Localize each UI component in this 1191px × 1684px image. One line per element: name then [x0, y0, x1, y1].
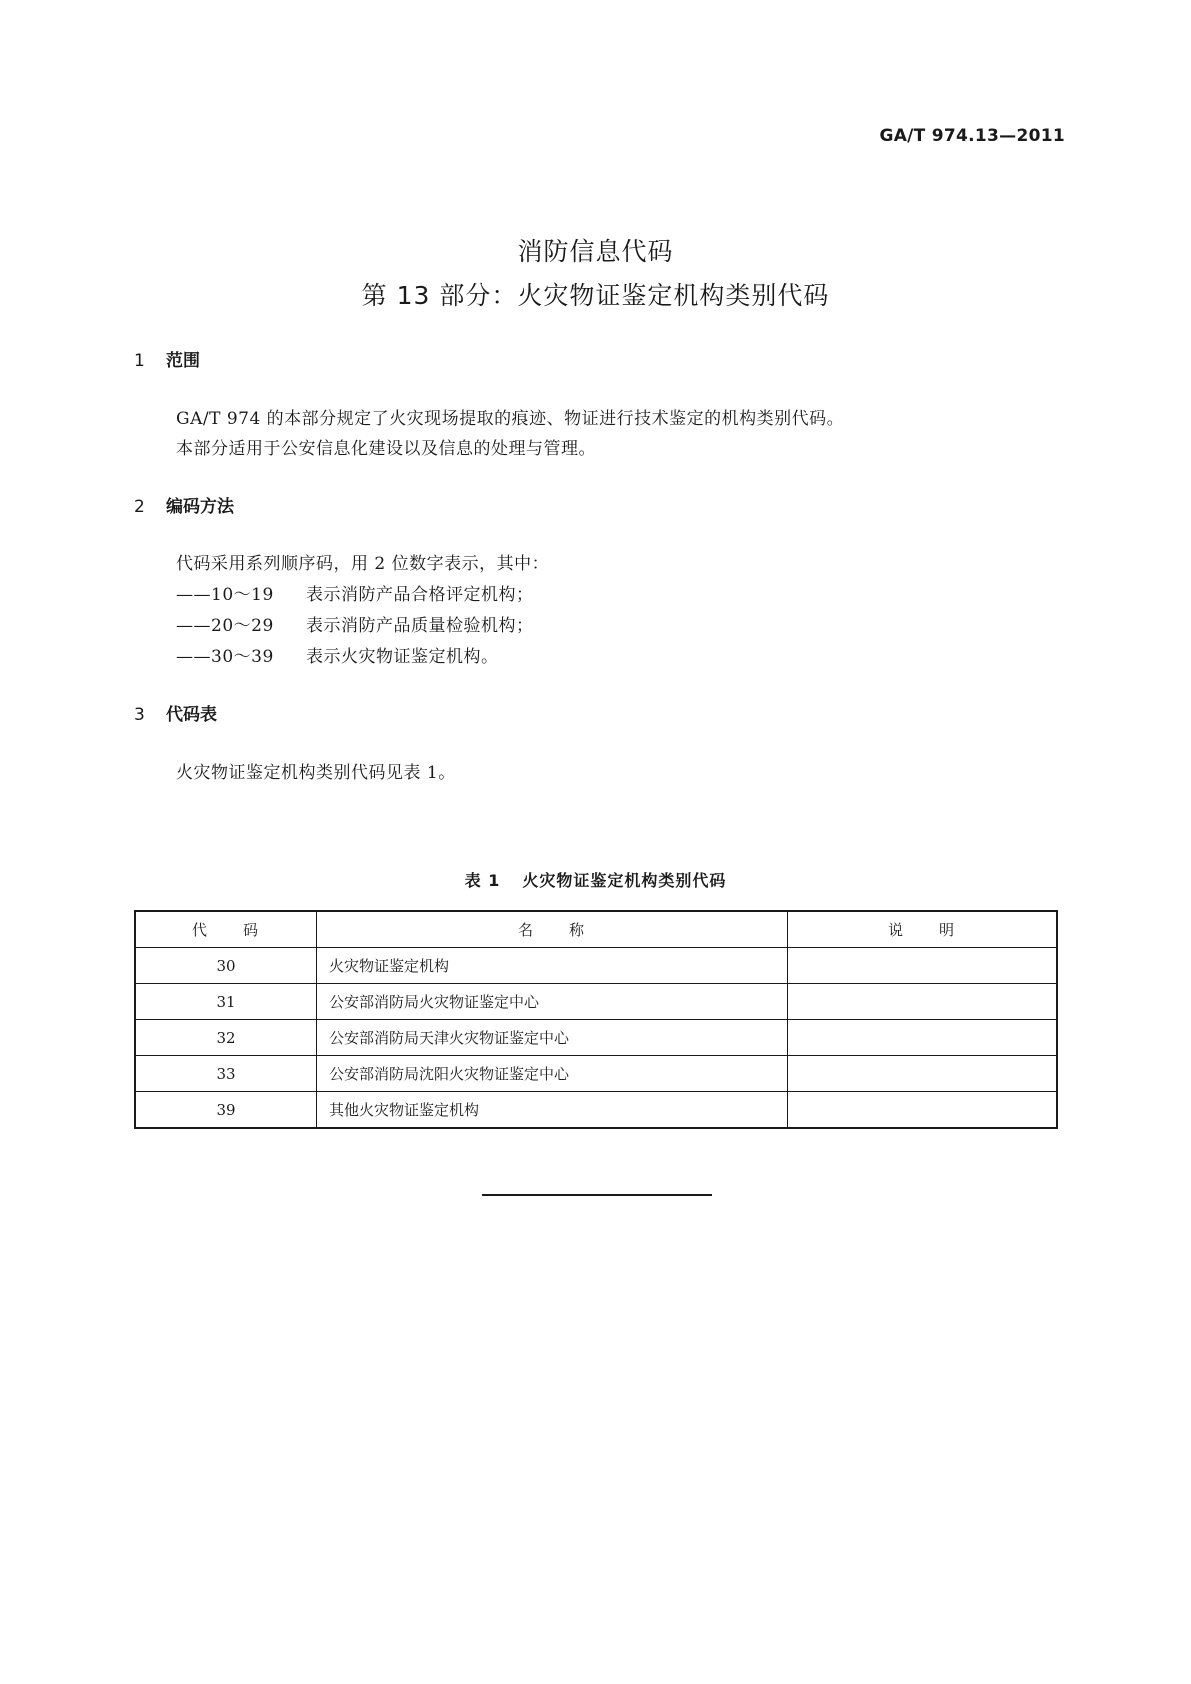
- table-row: [135, 1020, 1057, 1056]
- header-note: 说 明: [788, 911, 1058, 948]
- cell-code: 30: [135, 948, 317, 984]
- cell-note: [788, 984, 1058, 1020]
- section-number: 1: [134, 351, 145, 371]
- cell-name: 公安部消防局火灾物证鉴定中心: [317, 984, 788, 1020]
- table-row: [135, 948, 1057, 984]
- code-range: ——20～29: [176, 616, 274, 636]
- paragraph: 本部分适用于公安信息化建设以及信息的处理与管理。: [176, 439, 596, 459]
- section-number: 3: [134, 705, 145, 725]
- cell-name: 公安部消防局沈阳火灾物证鉴定中心: [317, 1056, 788, 1092]
- cell-note: [788, 1056, 1058, 1092]
- section-title: 编码方法: [166, 497, 234, 517]
- section-1-heading: [134, 346, 200, 371]
- code-description: 表示消防产品合格评定机构；: [306, 585, 534, 605]
- code-range: ——10～19: [176, 585, 274, 605]
- list-item: [176, 642, 499, 667]
- cell-code: 33: [135, 1056, 317, 1092]
- cell-code: 31: [135, 984, 317, 1020]
- cell-name: 公安部消防局天津火灾物证鉴定中心: [317, 1020, 788, 1056]
- code-table: [134, 910, 1058, 1129]
- cell-note: [788, 1092, 1058, 1129]
- code-description: 表示消防产品质量检验机构；: [306, 616, 534, 636]
- table-row: [135, 984, 1057, 1020]
- table-row: [135, 1092, 1057, 1129]
- section-title: 代码表: [166, 705, 217, 725]
- table-number: 表 1: [464, 871, 501, 890]
- section-number: 2: [134, 497, 145, 517]
- code-description: 表示火灾物证鉴定机构。: [306, 647, 499, 667]
- end-rule: [482, 1194, 712, 1196]
- section-2-heading: [134, 492, 234, 517]
- cell-code: 32: [135, 1020, 317, 1056]
- document-subtitle: 第 13 部分：火灾物证鉴定机构类别代码: [361, 281, 830, 310]
- cell-code: 39: [135, 1092, 317, 1129]
- code-range: ——30～39: [176, 647, 274, 667]
- cell-name: 火灾物证鉴定机构: [317, 948, 788, 984]
- paragraph: 火灾物证鉴定机构类别代码见表 1。: [176, 763, 456, 783]
- paragraph: 代码采用系列顺序码，用 2 位数字表示，其中：: [176, 554, 550, 574]
- header-name: 名 称: [317, 911, 788, 948]
- standard-code: GA/T 974.13—2011: [879, 126, 1065, 146]
- section-title: 范围: [166, 351, 200, 371]
- section-3-heading: [134, 700, 217, 725]
- header-code: 代 码: [135, 911, 317, 948]
- table-title: 火灾物证鉴定机构类别代码: [522, 871, 727, 890]
- cell-note: [788, 948, 1058, 984]
- list-item: [176, 611, 534, 636]
- cell-name: 其他火灾物证鉴定机构: [317, 1092, 788, 1129]
- table-caption: [0, 868, 1191, 891]
- cell-note: [788, 1020, 1058, 1056]
- paragraph: GA/T 974 的本部分规定了火灾现场提取的痕迹、物证进行技术鉴定的机构类别代码。: [176, 409, 845, 429]
- list-item: [176, 580, 534, 605]
- document-title: 消防信息代码: [517, 237, 674, 266]
- table-header-row: [135, 911, 1057, 948]
- table-row: [135, 1056, 1057, 1092]
